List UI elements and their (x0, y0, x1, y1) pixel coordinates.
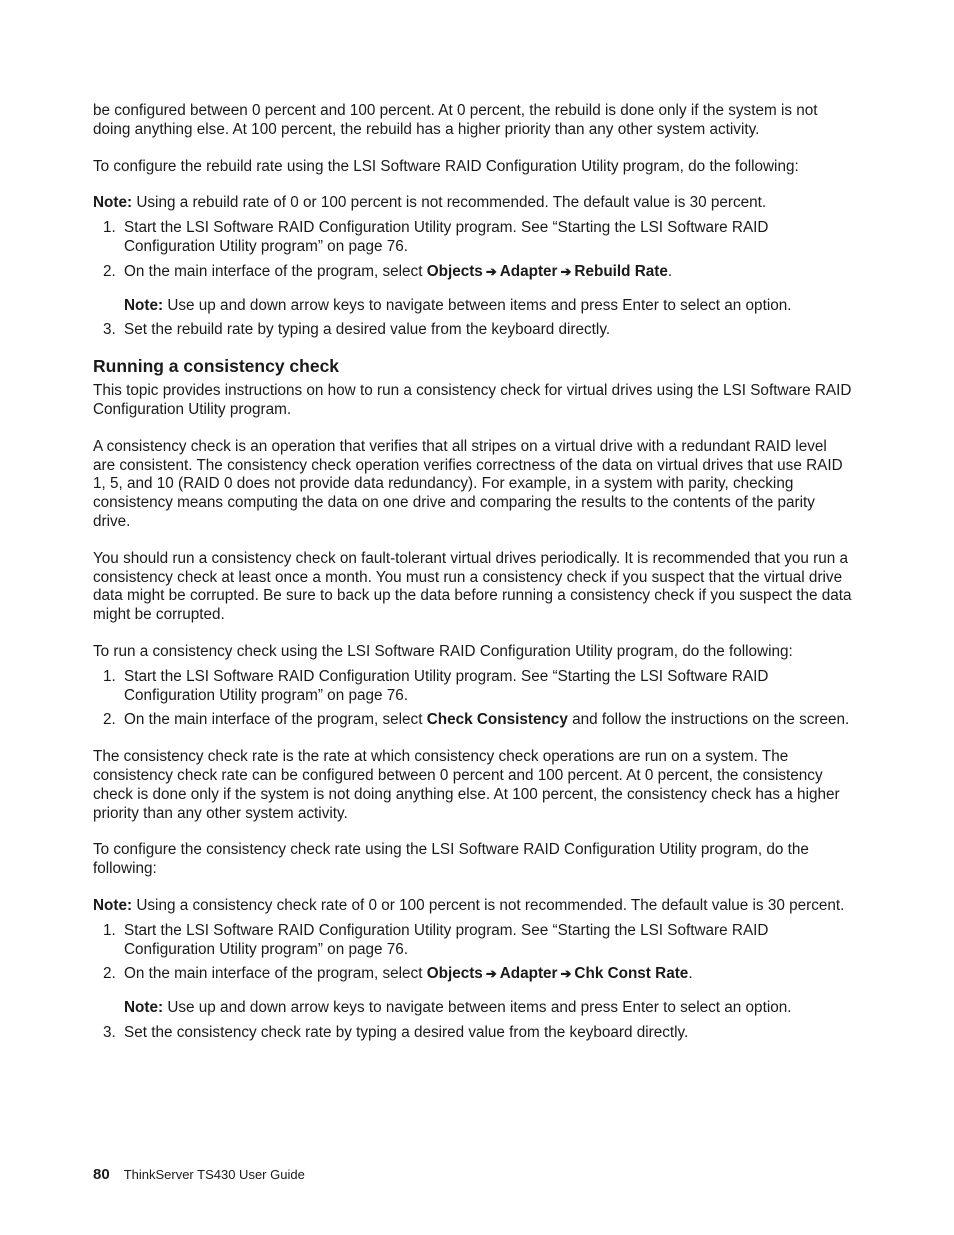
note-label: Note: (93, 194, 133, 212)
arrow-right-icon: ➔ (560, 966, 572, 982)
rebuild-steps-list (93, 219, 853, 340)
rebuild-rate-note: Note: Using a rebuild rate of 0 or 100 percent is not recommended. The default value is 30 percent. (93, 194, 767, 212)
cc-paragraph-2: A consistency check is an operation that verifies that all stripes on a virtual drive with a redundant RAID level are consistent. The consistency check operation verifies correctness of the data on virtual drives that use RAID 1, 5, and 10 (RAID 0 does not provide data redundancy). For example, in a system with parity, checking consistency means computing the data on one drive and comparing the results to the contents of the parity drive. (93, 437, 843, 530)
list-item: 3. Set the rebuild rate by typing a desired value from the keyboard directly. (103, 321, 611, 339)
list-item: 2. On the main interface of the program, select Check Consistency and follow the instructions on the screen. (103, 711, 850, 729)
page-number: 80 (93, 1166, 110, 1183)
navigation-note: Note: Use up and down arrow keys to navigate between items and press Enter to select an option. (124, 296, 792, 314)
page-footer (93, 1166, 305, 1184)
navigation-note: Note: Use up and down arrow keys to navigate between items and press Enter to select an option. (124, 999, 792, 1017)
arrow-right-icon: ➔ (485, 966, 497, 982)
cc-paragraph-1: This topic provides instructions on how to run a consistency check for virtual drives using the LSI Software RAID Configuration Utility program. (93, 382, 852, 418)
cc-steps-list (93, 668, 853, 730)
list-item: 1. Start the LSI Software RAID Configuration Utility program. See “Starting the LSI Software RAID Configuration Utility program” on page 76. (103, 219, 769, 255)
list-item: 1. Start the LSI Software RAID Configuration Utility program. See “Starting the LSI Software RAID Configuration Utility program” on page 76. (103, 921, 769, 958)
cc-paragraph-5: The consistency check rate is the rate at which consistency check operations are run on a system. The consistency check rate can be configured between 0 percent and 100 percent. At 0 percent, the consistency check is done only if the system is not doing anything else. At 100 percent, the consistency check has a higher priority than any other system activity. (93, 748, 840, 822)
cc-paragraph-6: To configure the consistency check rate using the LSI Software RAID Configuration Utility program, do the following: (93, 841, 809, 878)
cc-rate-steps-list (93, 922, 853, 1043)
guide-title: ThinkServer TS430 User Guide (123, 1167, 305, 1182)
list-item: 2. On the main interface of the program, select Objects ➔ Adapter ➔ Chk Const Rate. Note: Use up and down arrow keys to navigate between items and press Enter to select an option. (93, 965, 853, 1018)
list-item: 3. Set the consistency check rate by typing a desired value from the keyboard directly. (103, 1023, 689, 1041)
arrow-right-icon: ➔ (485, 263, 497, 279)
cc-paragraph-4: To run a consistency check using the LSI Software RAID Configuration Utility program, do the following: (93, 642, 793, 660)
cc-rate-note: Note: Using a consistency check rate of 0 or 100 percent is not recommended. The default value is 30 percent. (93, 896, 845, 914)
list-item: 1. Start the LSI Software RAID Configuration Utility program. See “Starting the LSI Software RAID Configuration Utility program” on page 76. (103, 667, 769, 704)
intro-paragraph-2: To configure the rebuild rate using the LSI Software RAID Configuration Utility program, do the following: (93, 157, 799, 175)
arrow-right-icon: ➔ (560, 263, 572, 279)
document-body (93, 102, 853, 1049)
cc-paragraph-3: You should run a consistency check on fault-tolerant virtual drives periodically. It is recommended that you run a consistency check at least once a month. You must run a consistency check if you suspect that the virtual drive data might be corrupted. Be sure to back up the data before running a consistency check if you suspect the data might be corrupted. (93, 549, 852, 624)
section-heading: Running a consistency check (93, 356, 340, 377)
intro-paragraph-1: be configured between 0 percent and 100 percent. At 0 percent, the rebuild is done only if the system is not doing anything else. At 100 percent, the rebuild has a higher priority than any other system activity. (93, 102, 818, 138)
list-item: 2. On the main interface of the program, select Objects ➔ Adapter ➔ Rebuild Rate. Note: Use up and down arrow keys to navigate between items and press Enter to select an option. (93, 263, 853, 316)
